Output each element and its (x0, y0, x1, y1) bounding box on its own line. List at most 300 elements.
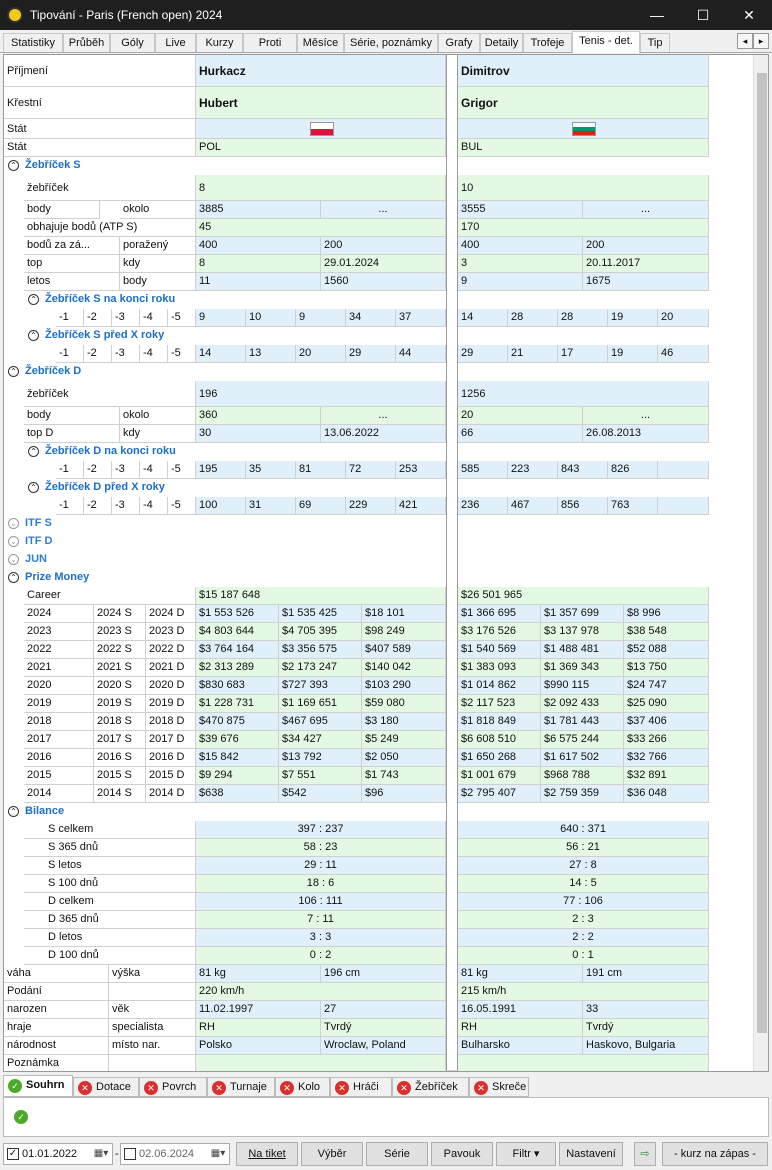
prize-left: $1 169 651 (279, 695, 362, 713)
prize-right: $1 001 679 (458, 767, 541, 785)
balance-right: 0 : 1 (458, 947, 709, 965)
vertical-scrollbar[interactable] (753, 55, 769, 1072)
rank-d-end-left: 195 (196, 461, 246, 479)
row-label: žebříček (24, 381, 196, 407)
date-to-field[interactable] (120, 1143, 230, 1165)
prize-year-d: 2018 D (146, 713, 196, 731)
tab-1[interactable]: Průběh (63, 33, 110, 52)
section-toggle-icon[interactable]: ⌄ (8, 518, 19, 529)
year-offset: -1 (56, 345, 84, 363)
prize-year-s: 2014 S (94, 785, 146, 803)
year-offset: -2 (84, 461, 112, 479)
balance-left: 0 : 2 (196, 947, 446, 965)
bio-weight-right-a: 81 kg (458, 965, 583, 983)
prize-year-d: 2015 D (146, 767, 196, 785)
section-prize[interactable]: Prize Money (25, 571, 90, 583)
close-button[interactable]: ✕ (743, 7, 755, 23)
rank-d-end-left: 72 (346, 461, 396, 479)
tab-5[interactable]: Proti (243, 33, 297, 52)
filtr-label: Filtr (512, 1148, 531, 1160)
na-tiket-button[interactable]: Na tiket (236, 1142, 298, 1166)
row-label: poražený (120, 237, 196, 255)
prize-left: $1 228 731 (196, 695, 279, 713)
bio-label: věk (109, 1001, 196, 1019)
section-toggle-icon[interactable]: ⌃ (8, 366, 19, 377)
balance-label: S 365 dnů (24, 839, 196, 857)
prize-year: 2022 (24, 641, 94, 659)
this-year-left-b: 1560 (321, 273, 446, 291)
top-s-left-b: 29.01.2024 (321, 255, 446, 273)
defends-left: 45 (196, 219, 446, 237)
calendar-dropdown-icon[interactable]: ▦▾ (210, 1148, 226, 1159)
prize-right: $8 996 (624, 605, 709, 623)
bio-label: národnost (4, 1037, 109, 1055)
year-offset: -2 (84, 345, 112, 363)
prize-left: $18 101 (362, 605, 446, 623)
prize-left: $39 676 (196, 731, 279, 749)
prize-right: $36 048 (624, 785, 709, 803)
year-offset: -5 (168, 345, 196, 363)
year-offset: -5 (168, 497, 196, 515)
balance-right: 77 : 106 (458, 893, 709, 911)
year-offset: -3 (112, 497, 140, 515)
balance-label: D 365 dnů (24, 911, 196, 929)
country-right: BUL (458, 139, 709, 157)
filtr-button[interactable]: Filtr ▾ (496, 1142, 556, 1166)
section-row (4, 157, 749, 175)
bottom-tab-label: Souhrn (26, 1079, 65, 1091)
prize-right: $37 406 (624, 713, 709, 731)
career-left: $15 187 648 (196, 587, 446, 605)
prize-left: $3 356 575 (279, 641, 362, 659)
points-s-right-b: ... (583, 201, 709, 219)
cross-icon: ✕ (78, 1081, 92, 1095)
year-offset: -4 (140, 345, 168, 363)
bio-label (109, 1055, 196, 1072)
year-offset: -4 (140, 309, 168, 327)
section-rank_d[interactable]: Žebříček D (25, 365, 82, 377)
year-offset: -2 (84, 497, 112, 515)
prize-left: $638 (196, 785, 279, 803)
rank-s-before-left: 44 (396, 345, 446, 363)
bottom-tab-strip (3, 1075, 769, 1097)
row-label: okolo (120, 407, 196, 425)
top-s-right-b: 20.11.2017 (583, 255, 709, 273)
section-toggle-icon[interactable]: ⌄ (8, 554, 19, 565)
serie-button[interactable]: Série (366, 1142, 428, 1166)
row-label: body (120, 273, 196, 291)
prize-right: $6 575 244 (541, 731, 624, 749)
prize-right: $1 540 569 (458, 641, 541, 659)
prize-year-d: 2020 D (146, 677, 196, 695)
bio-born-left-a: 11.02.1997 (196, 1001, 321, 1019)
prize-right: $968 788 (541, 767, 624, 785)
section-row (4, 533, 749, 551)
prize-year-s: 2021 S (94, 659, 146, 677)
prize-right: $3 176 526 (458, 623, 541, 641)
prize-year-s: 2020 S (94, 677, 146, 695)
prize-right: $1 383 093 (458, 659, 541, 677)
first-name-left: Hubert (196, 87, 446, 119)
rank-s-before-right: 46 (658, 345, 709, 363)
section-row (4, 363, 749, 381)
prize-left: $5 249 (362, 731, 446, 749)
cross-icon: ✕ (335, 1081, 349, 1095)
prize-right: $2 092 433 (541, 695, 624, 713)
tab-7[interactable]: Série, poznámky (344, 33, 438, 52)
prize-right: $1 366 695 (458, 605, 541, 623)
section-toggle-icon[interactable]: ⌃ (28, 446, 39, 457)
minimize-button[interactable]: — (650, 7, 664, 23)
bio-nationality-right-b: Haskovo, Bulgaria (583, 1037, 709, 1055)
tab-0[interactable]: Statistiky (3, 33, 63, 52)
row-label: body (24, 407, 120, 425)
balance-left: 7 : 11 (196, 911, 446, 929)
rank-d-before-right: 236 (458, 497, 508, 515)
rank-s-before-left: 29 (346, 345, 396, 363)
title-bar (0, 0, 772, 30)
section-itf_d[interactable]: ITF D (25, 535, 53, 547)
prize-left: $727 393 (279, 677, 362, 695)
rank-s-end-right: 28 (558, 309, 608, 327)
bio-label: specialista (109, 1019, 196, 1037)
row-label: body (24, 201, 100, 219)
bottom-tab-7[interactable] (469, 1077, 529, 1097)
top-d-left-b: 13.06.2022 (321, 425, 446, 443)
balance-right: 27 : 8 (458, 857, 709, 875)
bio-born-right-a: 16.05.1991 (458, 1001, 583, 1019)
bio-serve-left: 220 km/h (196, 983, 446, 1001)
this-year-left-a: 11 (196, 273, 321, 291)
rank-s-before-right: 29 (458, 345, 508, 363)
year-offset: -4 (140, 461, 168, 479)
rank-s-end-left: 37 (396, 309, 446, 327)
tab-10[interactable]: Trofeje (523, 33, 572, 52)
section-toggle-icon[interactable]: ⌃ (8, 806, 19, 817)
top-s-right-a: 3 (458, 255, 583, 273)
balance-label: D celkem (24, 893, 196, 911)
section-jun[interactable]: JUN (25, 553, 48, 565)
section-toggle-icon[interactable]: ⌃ (28, 294, 39, 305)
prize-right: $2 117 523 (458, 695, 541, 713)
export-icon[interactable]: ⇨ (634, 1142, 656, 1166)
year-offset: -2 (84, 309, 112, 327)
cross-icon: ✕ (474, 1081, 488, 1095)
window-title: Tipování - Paris (French open) 2024 (30, 8, 223, 22)
section-rank_d_before[interactable]: Žebříček D před X roky (45, 481, 165, 493)
points-d-left-b: ... (321, 407, 446, 425)
detail-panel (3, 54, 769, 1072)
prize-year: 2019 (24, 695, 94, 713)
prize-year-d: 2023 D (146, 623, 196, 641)
rank-s-before-left: 13 (246, 345, 296, 363)
year-offset: -4 (140, 497, 168, 515)
year-offset: -1 (56, 497, 84, 515)
rank-d-before-right: 763 (608, 497, 658, 515)
surname-right: Dimitrov (458, 55, 709, 87)
defeat-right-a: 400 (458, 237, 583, 255)
prize-year: 2024 (24, 605, 94, 623)
date-from-checkbox[interactable]: ✓ (8, 1148, 18, 1159)
bio-weight-left-b: 196 cm (321, 965, 446, 983)
prize-left: $2 173 247 (279, 659, 362, 677)
points-s-left-b: ... (321, 201, 446, 219)
bottom-tab-2[interactable] (139, 1077, 207, 1097)
bio-weight-left-a: 81 kg (196, 965, 321, 983)
rank-d-end-right: 826 (608, 461, 658, 479)
prize-year: 2017 (24, 731, 94, 749)
prize-left: $1 535 425 (279, 605, 362, 623)
defeat-right-b: 200 (583, 237, 709, 255)
defeat-left-b: 200 (321, 237, 446, 255)
prize-right: $24 747 (624, 677, 709, 695)
row-label: Příjmení (4, 55, 196, 87)
bio-nationality-right-a: Bulharsko (458, 1037, 583, 1055)
bottom-tab-4[interactable] (275, 1077, 330, 1097)
maximize-button[interactable]: ☐ (696, 7, 710, 23)
rank-s-before-right: 19 (608, 345, 658, 363)
rank-s-end-right: 28 (508, 309, 558, 327)
section-rank_d_end[interactable]: Žebříček D na konci roku (45, 445, 176, 457)
section-rank_s[interactable]: Žebříček S (25, 159, 81, 171)
tab-scroll-right-icon[interactable]: ▸ (753, 33, 769, 49)
year-offset: -5 (168, 461, 196, 479)
prize-year: 2016 (24, 749, 94, 767)
section-toggle-icon[interactable]: ⌄ (8, 536, 19, 547)
date-from-field[interactable] (3, 1143, 113, 1165)
balance-right: 2 : 3 (458, 911, 709, 929)
nastaveni-button[interactable]: Nastavení (559, 1142, 623, 1166)
row-label: top D (24, 425, 120, 443)
bottom-tab-3[interactable] (207, 1077, 275, 1097)
top-d-right-a: 66 (458, 425, 583, 443)
country-flag-icon (310, 122, 334, 136)
tab-12[interactable]: Tip (640, 33, 670, 52)
section-toggle-icon[interactable]: ⌃ (28, 330, 39, 341)
kurz-dropdown[interactable]: - kurz na zápas - (662, 1142, 768, 1166)
prize-right: $1 650 268 (458, 749, 541, 767)
prize-left: $13 792 (279, 749, 362, 767)
prize-year-d: 2022 D (146, 641, 196, 659)
calendar-dropdown-icon[interactable]: ▦▾ (93, 1148, 109, 1159)
surname-left: Hurkacz (196, 55, 446, 87)
prize-year: 2014 (24, 785, 94, 803)
year-offset: -3 (112, 309, 140, 327)
bio-nationality-left-b: Wroclaw, Poland (321, 1037, 446, 1055)
prize-right: $1 488 481 (541, 641, 624, 659)
balance-left: 106 : 111 (196, 893, 446, 911)
bottom-tab-1[interactable] (73, 1077, 139, 1097)
app-icon (7, 7, 23, 23)
prize-right: $2 759 359 (541, 785, 624, 803)
prize-year-s: 2023 S (94, 623, 146, 641)
prize-left: $103 290 (362, 677, 446, 695)
prize-left: $15 842 (196, 749, 279, 767)
prize-left: $470 875 (196, 713, 279, 731)
section-itf_s[interactable]: ITF S (25, 517, 52, 529)
points-d-left-a: 360 (196, 407, 321, 425)
prize-right: $1 818 849 (458, 713, 541, 731)
prize-year-d: 2016 D (146, 749, 196, 767)
prize-left: $98 249 (362, 623, 446, 641)
this-year-right-b: 1675 (583, 273, 709, 291)
detail-grid (4, 55, 769, 1072)
row-label: kdy (120, 255, 196, 273)
bio-label: hraje (4, 1019, 109, 1037)
rank-d-end-right: 223 (508, 461, 558, 479)
row-label: top (24, 255, 120, 273)
bio-label: Podání (4, 983, 109, 1001)
rank-d-end-right: 843 (558, 461, 608, 479)
prize-right: $1 369 343 (541, 659, 624, 677)
tab-scroll-left-icon[interactable]: ◂ (737, 33, 753, 49)
prize-right: $2 795 407 (458, 785, 541, 803)
balance-left: 18 : 6 (196, 875, 446, 893)
prize-left: $4 705 395 (279, 623, 362, 641)
row-label: Career (24, 587, 196, 605)
section-row (4, 569, 749, 587)
prize-left: $407 589 (362, 641, 446, 659)
prize-right: $6 608 510 (458, 731, 541, 749)
rank-s-end-right: 20 (658, 309, 709, 327)
row-label: žebříček (24, 175, 196, 201)
defends-right: 170 (458, 219, 709, 237)
rank-d-end-right: 585 (458, 461, 508, 479)
rank-s-end-left: 10 (246, 309, 296, 327)
bottom-tab-label: Skreče (492, 1081, 527, 1093)
rank-d-end-left: 81 (296, 461, 346, 479)
section-rank_s_end[interactable]: Žebříček S na konci roku (45, 293, 176, 305)
rank-s-left: 8 (196, 175, 446, 201)
balance-left: 397 : 237 (196, 821, 446, 839)
balance-label: D 100 dnů (24, 947, 196, 965)
rank-s-end-left: 34 (346, 309, 396, 327)
prize-right: $38 548 (624, 623, 709, 641)
section-rank_s_before[interactable]: Žebříček S před X roky (45, 329, 165, 341)
this-year-right-a: 9 (458, 273, 583, 291)
rank-s-end-left: 9 (296, 309, 346, 327)
prize-left: $34 427 (279, 731, 362, 749)
tab-4[interactable]: Kurzy (196, 33, 243, 52)
tab-11[interactable]: Tenis - det. (572, 31, 640, 53)
prize-right: $25 090 (624, 695, 709, 713)
prize-right: $52 088 (624, 641, 709, 659)
bottom-tab-label: Hráči (353, 1081, 379, 1093)
vyber-button[interactable]: Výběr (301, 1142, 363, 1166)
bottom-tab-label: Dotace (96, 1081, 131, 1093)
prize-year: 2015 (24, 767, 94, 785)
column-gap (446, 55, 458, 1071)
date-to-checkbox[interactable] (124, 1148, 136, 1160)
prize-right: $1 357 699 (541, 605, 624, 623)
rank-d-before-left: 421 (396, 497, 446, 515)
bio-plays-right-a: RH (458, 1019, 583, 1037)
year-offset: -5 (168, 309, 196, 327)
bio-plays-right-b: Tvrdý (583, 1019, 709, 1037)
prize-year-s: 2017 S (94, 731, 146, 749)
prize-left: $96 (362, 785, 446, 803)
section-toggle-icon[interactable]: ⌃ (8, 160, 19, 171)
prize-year-d: 2019 D (146, 695, 196, 713)
rank-s-right: 10 (458, 175, 709, 201)
prize-right: $1 014 862 (458, 677, 541, 695)
tab-8[interactable]: Grafy (438, 33, 480, 52)
rank-d-before-left: 31 (246, 497, 296, 515)
section-balance[interactable]: Bilance (25, 805, 65, 817)
bio-label: narozen (4, 1001, 109, 1019)
bio-born-right-b: 33 (583, 1001, 709, 1019)
rank-s-before-right: 17 (558, 345, 608, 363)
bottom-tab-5[interactable] (330, 1077, 392, 1097)
prize-left: $9 294 (196, 767, 279, 785)
bottom-tab-6[interactable] (392, 1077, 469, 1097)
bio-note-left (196, 1055, 446, 1072)
row-label: Stát (4, 119, 196, 139)
rank-d-before-left: 229 (346, 497, 396, 515)
rank-s-before-right: 21 (508, 345, 558, 363)
prize-left: $830 683 (196, 677, 279, 695)
prize-year-d: 2021 D (146, 659, 196, 677)
rank-d-before-right: 856 (558, 497, 608, 515)
prize-year-s: 2024 S (94, 605, 146, 623)
prize-right: $33 266 (624, 731, 709, 749)
prize-right: $32 891 (624, 767, 709, 785)
tab-strip (0, 31, 772, 53)
prize-year-d: 2017 D (146, 731, 196, 749)
prize-right: $3 137 978 (541, 623, 624, 641)
cross-icon: ✕ (280, 1081, 294, 1095)
date-from-value: 01.01.2022 (22, 1148, 78, 1160)
tab-3[interactable]: Live (155, 33, 196, 52)
rank-d-end-left: 35 (246, 461, 296, 479)
tab-9[interactable]: Detaily (480, 33, 523, 52)
scrollbar-thumb[interactable] (757, 73, 767, 1033)
prize-left: $1 743 (362, 767, 446, 785)
row-label: okolo (120, 201, 196, 219)
prize-left: $3 180 (362, 713, 446, 731)
bio-nationality-left-a: Polsko (196, 1037, 321, 1055)
section-toggle-icon[interactable]: ⌃ (28, 482, 39, 493)
bio-label: váha (4, 965, 109, 983)
section-row (4, 803, 749, 821)
prize-year-s: 2018 S (94, 713, 146, 731)
balance-left: 29 : 11 (196, 857, 446, 875)
prize-left: $3 764 164 (196, 641, 279, 659)
tab-2[interactable]: Góly (110, 33, 155, 52)
prize-year-s: 2016 S (94, 749, 146, 767)
rank-s-end-right: 19 (608, 309, 658, 327)
pavouk-button[interactable]: Pavouk (431, 1142, 493, 1166)
rank-s-before-left: 14 (196, 345, 246, 363)
prize-year: 2023 (24, 623, 94, 641)
date-dash: - (115, 1148, 119, 1160)
cross-icon: ✕ (397, 1081, 411, 1095)
prize-year-s: 2022 S (94, 641, 146, 659)
section-row (4, 515, 749, 533)
section-toggle-icon[interactable]: ⌃ (8, 572, 19, 583)
prize-left: $2 313 289 (196, 659, 279, 677)
year-offset: -1 (56, 461, 84, 479)
check-icon: ✓ (8, 1079, 22, 1093)
prize-year: 2018 (24, 713, 94, 731)
tab-6[interactable]: Měsíce (297, 33, 344, 52)
balance-right: 56 : 21 (458, 839, 709, 857)
prize-left: $4 803 644 (196, 623, 279, 641)
prize-year-s: 2019 S (94, 695, 146, 713)
bio-serve-right: 215 km/h (458, 983, 709, 1001)
bottom-tab-0[interactable] (3, 1075, 73, 1097)
rank-d-right: 1256 (458, 381, 709, 407)
